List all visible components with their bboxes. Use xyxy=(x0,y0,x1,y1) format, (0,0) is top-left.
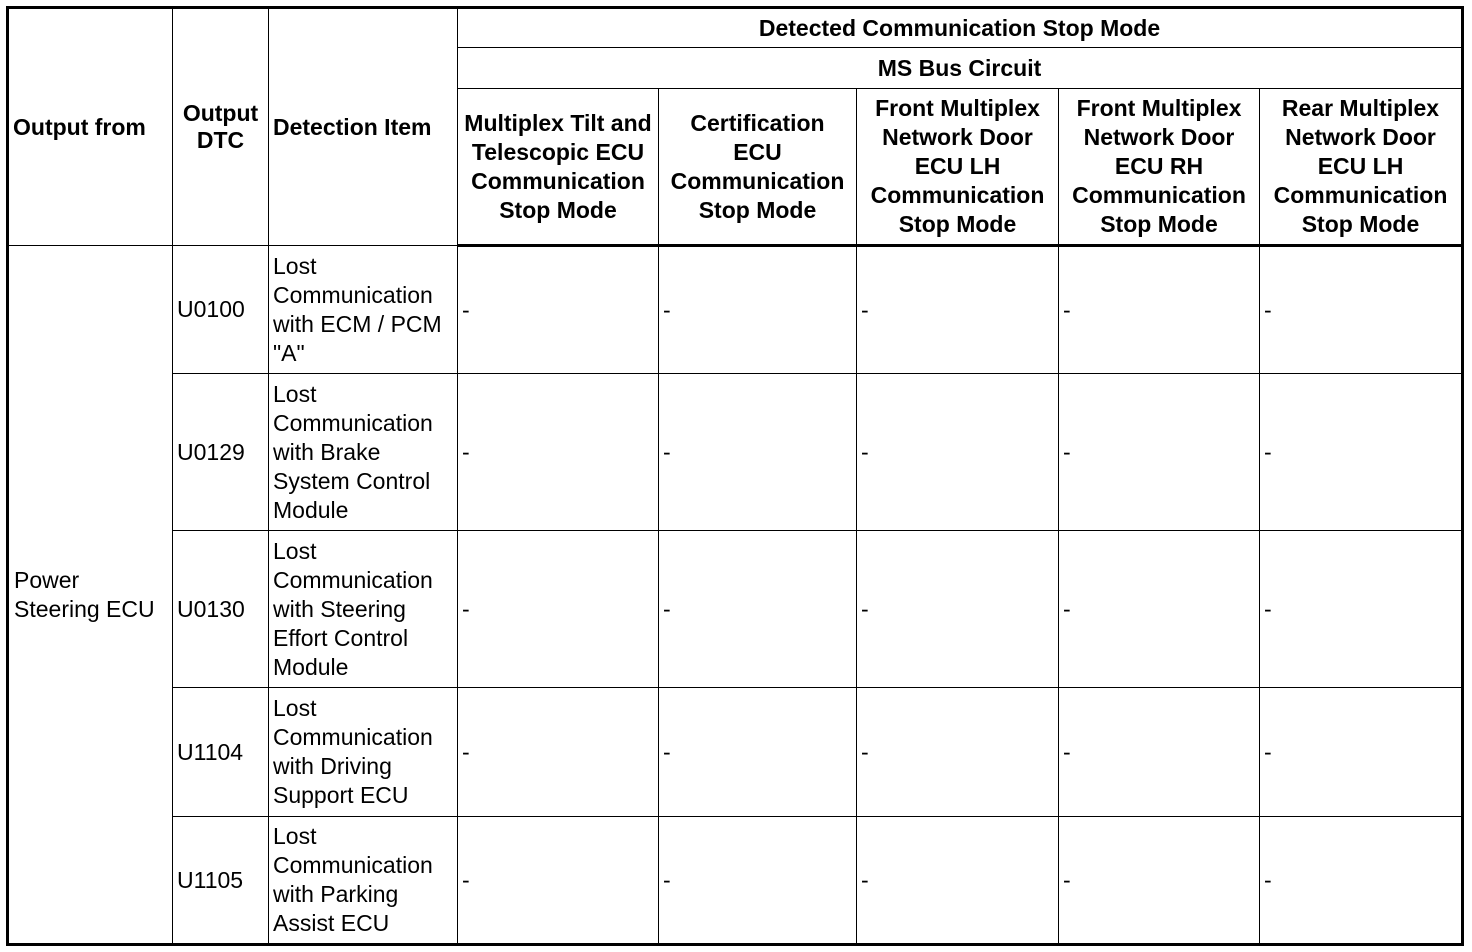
stop-mode-value-cell: - xyxy=(1260,246,1463,374)
stop-mode-value-cell: - xyxy=(857,531,1059,688)
detection-item-cell: Lost Communication with Parking Assist ECU xyxy=(269,817,458,945)
column-header: Front Multiplex Network Door ECU LH Communication Stop Mode xyxy=(857,89,1059,246)
stop-mode-value-cell: - xyxy=(1260,817,1463,945)
stop-mode-value-cell: - xyxy=(1059,688,1260,817)
dtc-code-cell: U0100 xyxy=(173,246,269,374)
header-output-dtc xyxy=(173,8,269,246)
stop-mode-value-cell: - xyxy=(1059,374,1260,531)
stop-mode-value-cell: - xyxy=(458,688,659,817)
table-row xyxy=(8,246,1463,374)
table-row xyxy=(8,531,1463,688)
stop-mode-value-cell: - xyxy=(458,817,659,945)
output-from-cell: Power Steering ECU xyxy=(8,246,173,945)
dtc-table xyxy=(6,6,1464,946)
detection-item-cell: Lost Communication with Brake System Control Module xyxy=(269,374,458,531)
header-detection-item: Detection Item xyxy=(269,8,458,246)
detection-item-cell: Lost Communication with Steering Effort Control Module xyxy=(269,531,458,688)
stop-mode-value-cell: - xyxy=(458,374,659,531)
stop-mode-value-cell: - xyxy=(659,246,857,374)
stop-mode-value-cell: - xyxy=(1059,531,1260,688)
header-subgroup-title: MS Bus Circuit xyxy=(458,48,1463,89)
column-header: Multiplex Tilt and Telescopic ECU Communication Stop Mode xyxy=(458,89,659,246)
stop-mode-value-cell: - xyxy=(659,817,857,945)
stop-mode-value-cell: - xyxy=(458,531,659,688)
table-row xyxy=(8,817,1463,945)
column-header: Rear Multiplex Network Door ECU LH Communication Stop Mode xyxy=(1260,89,1463,246)
stop-mode-value-cell: - xyxy=(857,246,1059,374)
table-row xyxy=(8,688,1463,817)
stop-mode-value-cell: - xyxy=(1260,374,1463,531)
stop-mode-value-cell: - xyxy=(857,374,1059,531)
column-header: Certification ECU Communication Stop Mode xyxy=(659,89,857,246)
stop-mode-value-cell: - xyxy=(1059,817,1260,945)
stop-mode-value-cell: - xyxy=(659,531,857,688)
header-output-dtc-label: Output DTC xyxy=(182,100,259,153)
dtc-code-cell: U1104 xyxy=(173,688,269,817)
table-row xyxy=(8,374,1463,531)
dtc-code-cell: U0129 xyxy=(173,374,269,531)
stop-mode-value-cell: - xyxy=(1260,531,1463,688)
detection-item-cell: Lost Communication with ECM / PCM "A" xyxy=(269,246,458,374)
header-output-from: Output from xyxy=(8,8,173,246)
header-group-title: Detected Communication Stop Mode xyxy=(458,8,1463,48)
header-row-top xyxy=(8,8,1463,48)
detection-item-cell: Lost Communication with Driving Support ECU xyxy=(269,688,458,817)
stop-mode-value-cell: - xyxy=(659,688,857,817)
dtc-code-cell: U0130 xyxy=(173,531,269,688)
table-body xyxy=(8,246,1463,945)
stop-mode-value-cell: - xyxy=(659,374,857,531)
column-header: Front Multiplex Network Door ECU RH Communication Stop Mode xyxy=(1059,89,1260,246)
stop-mode-value-cell: - xyxy=(458,246,659,374)
stop-mode-value-cell: - xyxy=(857,688,1059,817)
stop-mode-value-cell: - xyxy=(1260,688,1463,817)
stop-mode-value-cell: - xyxy=(857,817,1059,945)
dtc-code-cell: U1105 xyxy=(173,817,269,945)
stop-mode-value-cell: - xyxy=(1059,246,1260,374)
